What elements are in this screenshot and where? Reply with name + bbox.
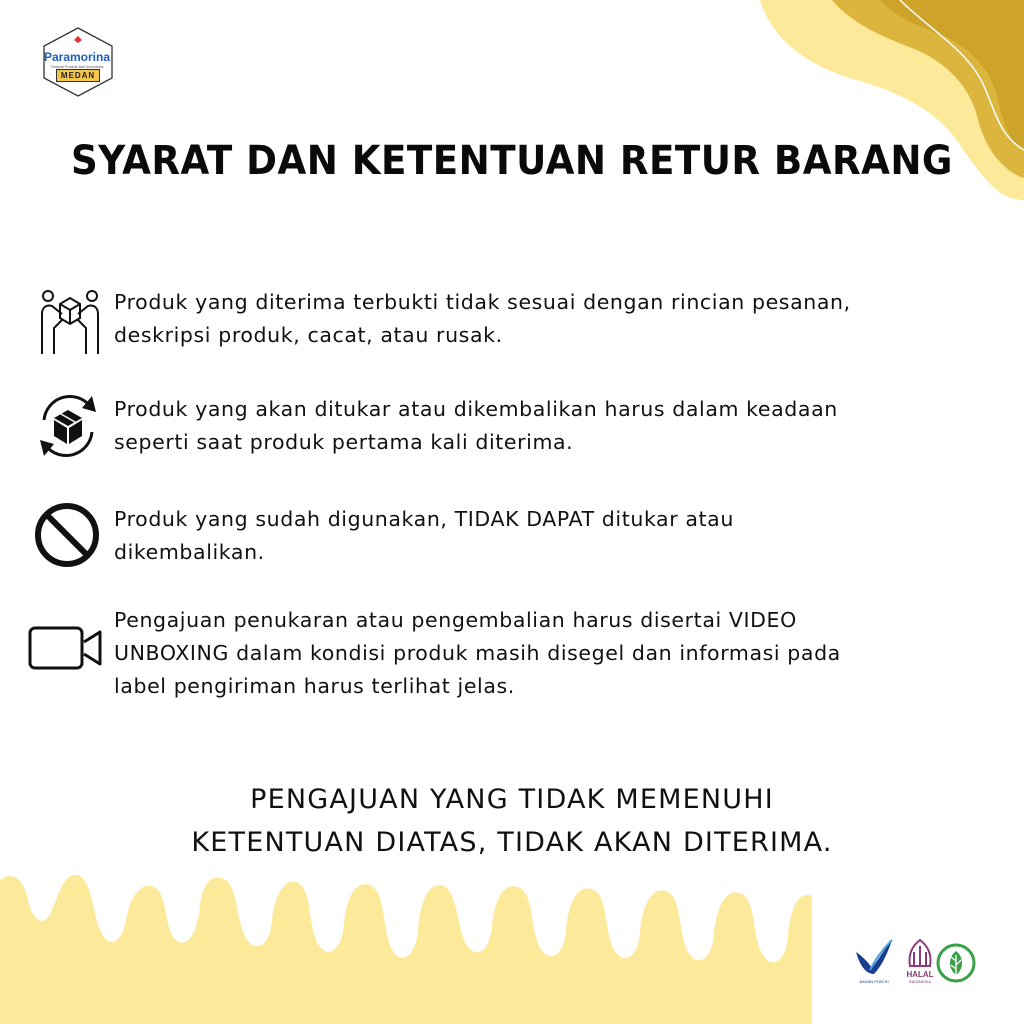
rule-text-4 — [114, 604, 1004, 703]
handover-box-icon — [34, 284, 106, 358]
rule-4-line-2: UNBOXING dalam kondisi produk masih disegel dan informasi pada — [114, 641, 841, 665]
box-exchange-icon — [32, 390, 104, 462]
video-camera-icon — [28, 624, 104, 672]
rule-text-3 — [114, 503, 1004, 569]
page-title: SYARAT DAN KETENTUAN RETUR BARANG — [71, 138, 953, 184]
rule-4-line-1: Pengajuan penukaran atau pengembalian harus disertai VIDEO — [114, 608, 797, 632]
logo-tagline: Tempat Produk Asli Indonesia — [50, 64, 104, 69]
rule-1-line-1: Produk yang diterima terbukti tidak sesuai dengan rincian pesanan, — [114, 290, 851, 314]
leaf-certification-icon — [934, 938, 978, 988]
logo-brand-name: Paramorina — [43, 50, 111, 64]
notice-line-1: PENGAJUAN YANG TIDAK MEMENUHI — [250, 784, 774, 815]
halal-label: HALAL — [906, 970, 934, 979]
halal-sublabel: INDONESIA — [908, 979, 932, 984]
rule-text-1 — [114, 286, 1004, 352]
rule-2-line-2: seperti saat produk pertama kali diterima. — [114, 430, 574, 454]
notice-line-2: KETENTUAN DIATAS, TIDAK AKAN DITERIMA. — [191, 827, 833, 858]
rule-2-line-1: Produk yang akan ditukar atau dikembalikan harus dalam keadaan — [114, 397, 838, 421]
notice — [0, 778, 1024, 864]
rule-1-line-2: deskripsi produk, cacat, atau rusak. — [114, 323, 503, 347]
bottom-drips — [0, 875, 812, 1024]
prohibited-icon — [32, 500, 102, 570]
logo-city: MEDAN — [56, 69, 100, 82]
rule-text-2 — [114, 393, 1004, 459]
rule-4-line-3: label pengiriman harus terlihat jelas. — [114, 674, 515, 698]
rule-3-line-2: dikembalikan. — [114, 540, 265, 564]
bpom-logo-icon — [852, 936, 896, 986]
rule-3-line-1: Produk yang sudah digunakan, TIDAK DAPAT ditukar atau — [114, 507, 734, 531]
bpom-label: BADAN POM RI — [859, 979, 889, 984]
